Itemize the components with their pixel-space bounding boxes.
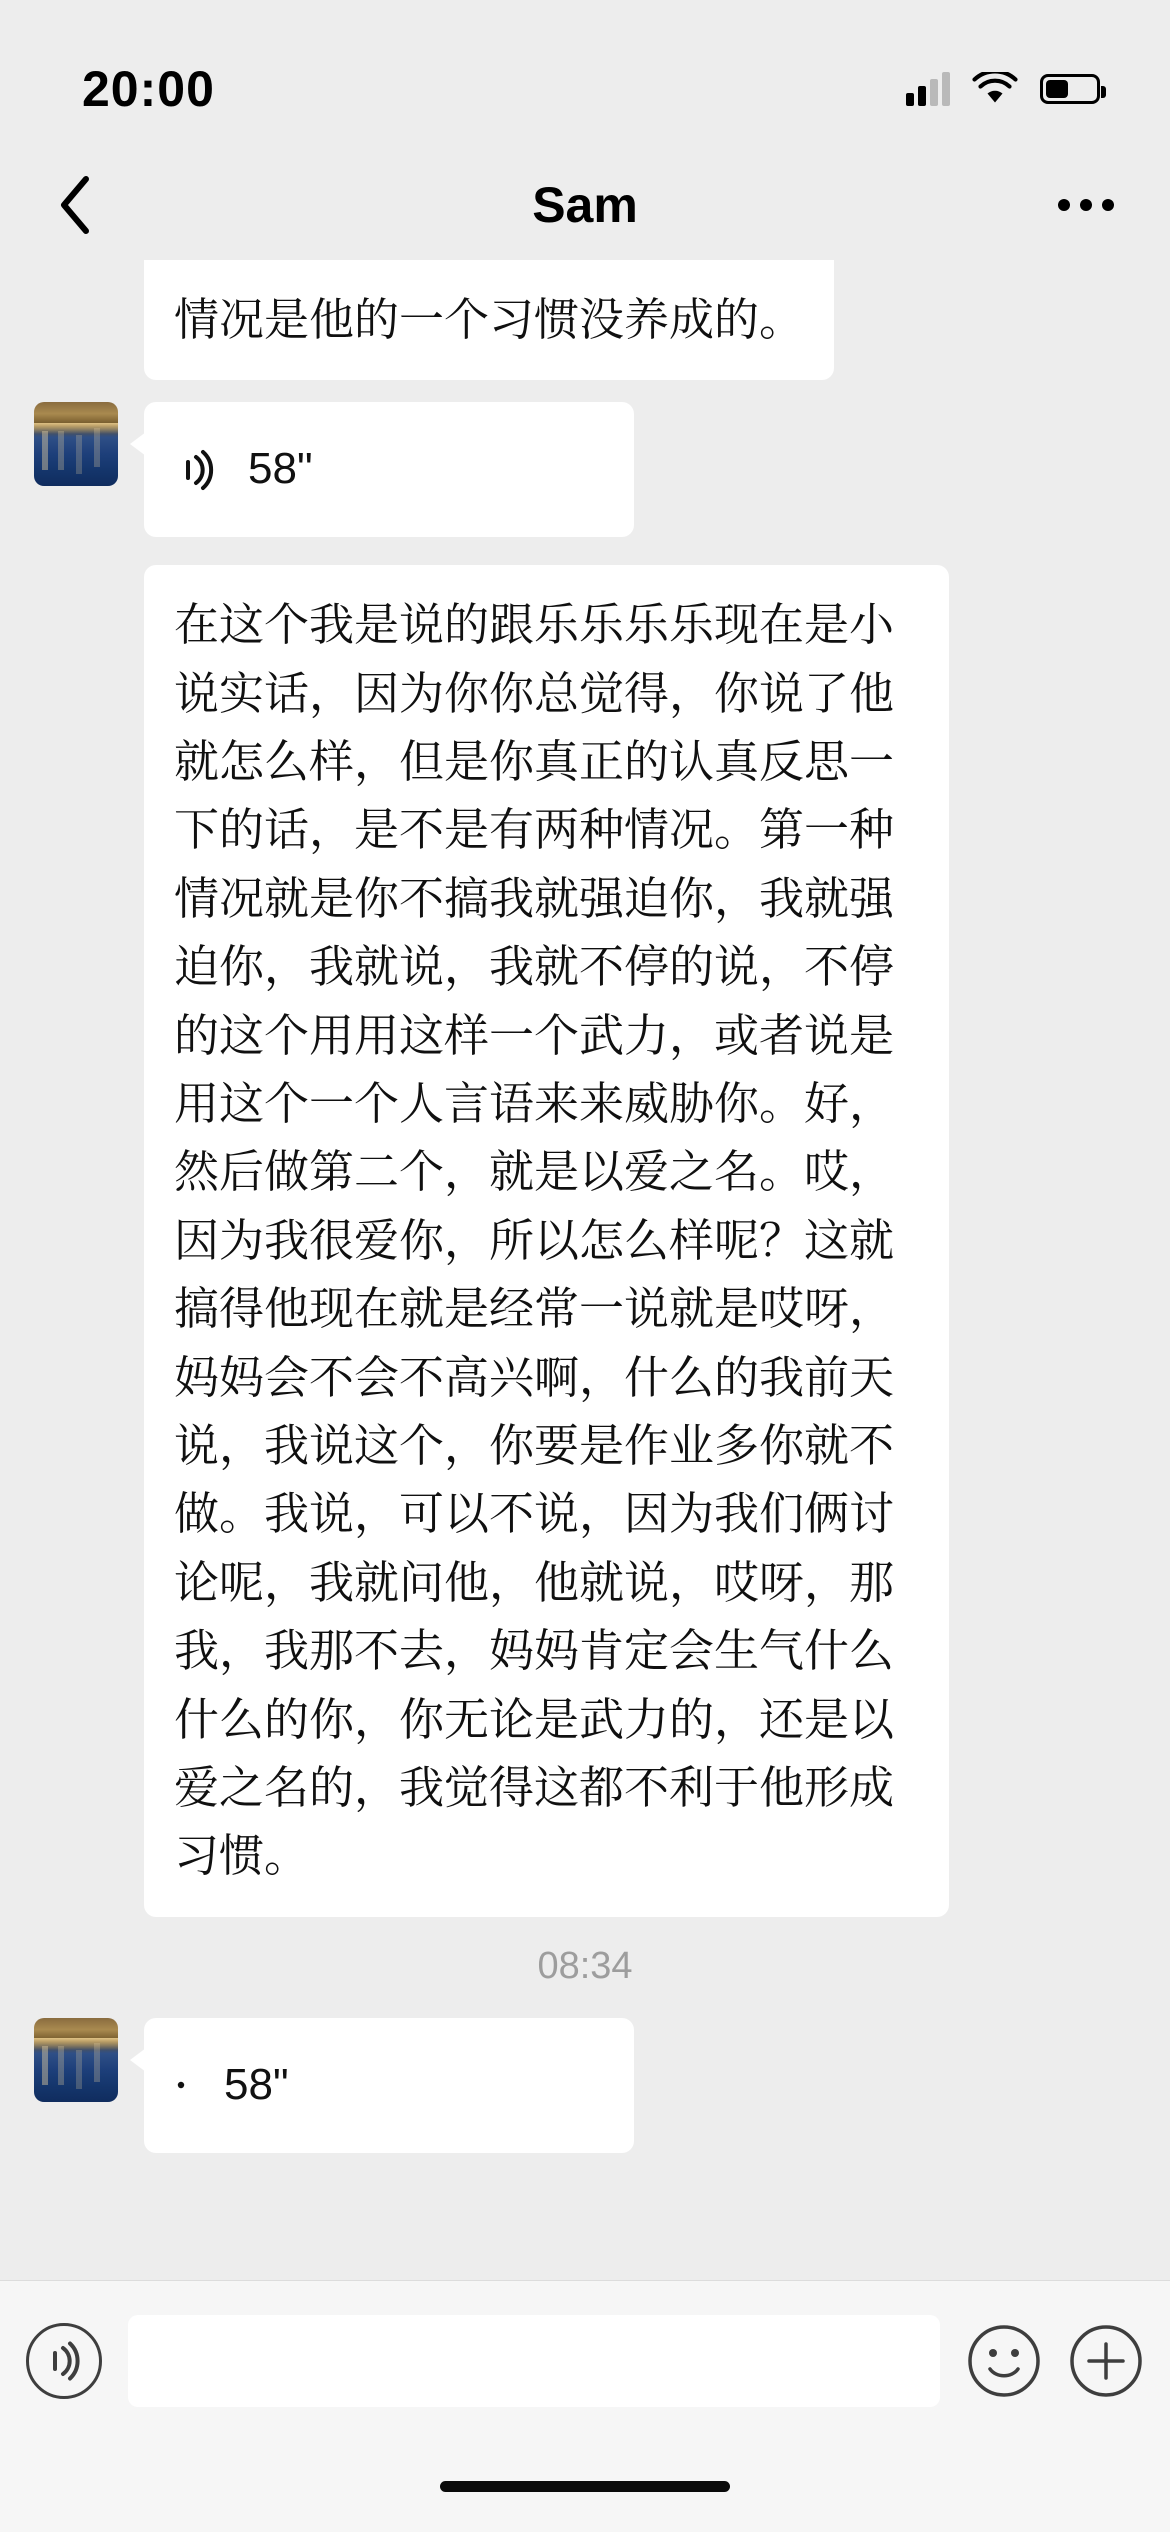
message-timestamp: 08:34 (537, 1944, 633, 1987)
home-indicator-area (0, 2440, 1170, 2532)
voice-message-bubble[interactable] (144, 2018, 634, 2153)
message-row (144, 260, 1136, 380)
smiley-face-icon (966, 2323, 1042, 2399)
voice-message-bubble[interactable] (144, 402, 634, 537)
message-input[interactable] (128, 2315, 940, 2407)
add-attachment-button[interactable] (1068, 2323, 1144, 2399)
message-bubble-partial[interactable]: 情况是他的一个习惯没养成的。 (144, 260, 834, 380)
plus-circle-icon (1068, 2323, 1144, 2399)
chevron-left-icon (56, 173, 96, 237)
voice-duration: 58" (224, 2059, 289, 2109)
message-row (144, 565, 1136, 1916)
avatar[interactable] (34, 402, 118, 486)
nav-bar (0, 150, 1170, 260)
message-row (34, 402, 1136, 537)
voice-wave-icon (174, 448, 218, 492)
voice-duration: 58" (248, 444, 313, 494)
page-title: Sam (532, 177, 638, 233)
status-bar (0, 0, 1170, 150)
home-indicator[interactable] (440, 2481, 730, 2492)
cellular-signal-icon (906, 72, 950, 106)
status-time: 20:00 (82, 61, 215, 117)
more-horizontal-icon (1080, 199, 1092, 211)
message-list[interactable] (0, 260, 1170, 2280)
voice-input-button[interactable] (26, 2323, 102, 2399)
voice-dot-icon (174, 2075, 194, 2095)
message-input-bar (0, 2280, 1170, 2440)
avatar[interactable] (34, 2018, 118, 2102)
battery-icon (1040, 74, 1100, 104)
more-horizontal-icon (1058, 199, 1070, 211)
back-button[interactable] (56, 175, 116, 235)
emoji-button[interactable] (966, 2323, 1042, 2399)
more-options-button[interactable] (1058, 199, 1114, 211)
message-row (34, 2018, 1136, 2153)
wifi-icon (972, 72, 1018, 106)
status-indicators (906, 72, 1110, 106)
message-bubble[interactable]: 在这个我是说的跟乐乐乐乐现在是小说实话，因为你你总觉得，你说了他就怎么样，但是你真正的认真反思一下的话，是不是有两种情况。第一种情况就是你不搞我就强迫你，我就强迫你，我就说，我就不停的说，不停的这个用用这样一个武力，或者说是用这个一个人言语来来威胁你。好，然后做第二个，就是以爱之名。哎，因为我很爱你，所以怎么样呢？这就搞得他现在就是经常一说就是哎呀，妈妈会不会不高兴啊，什么的我前天说，我说这个，你要是作业多你就不做。我说，可以不说，因为我们俩讨论呢，我就问他，他就说，哎呀，那我，我那不去，妈妈肯定会生气什么什么的你，你无论是武力的，还是以爱之名的，我觉得这都不利于他形成习惯。 (144, 565, 949, 1916)
voice-input-icon (42, 2339, 86, 2383)
more-horizontal-icon (1102, 199, 1114, 211)
